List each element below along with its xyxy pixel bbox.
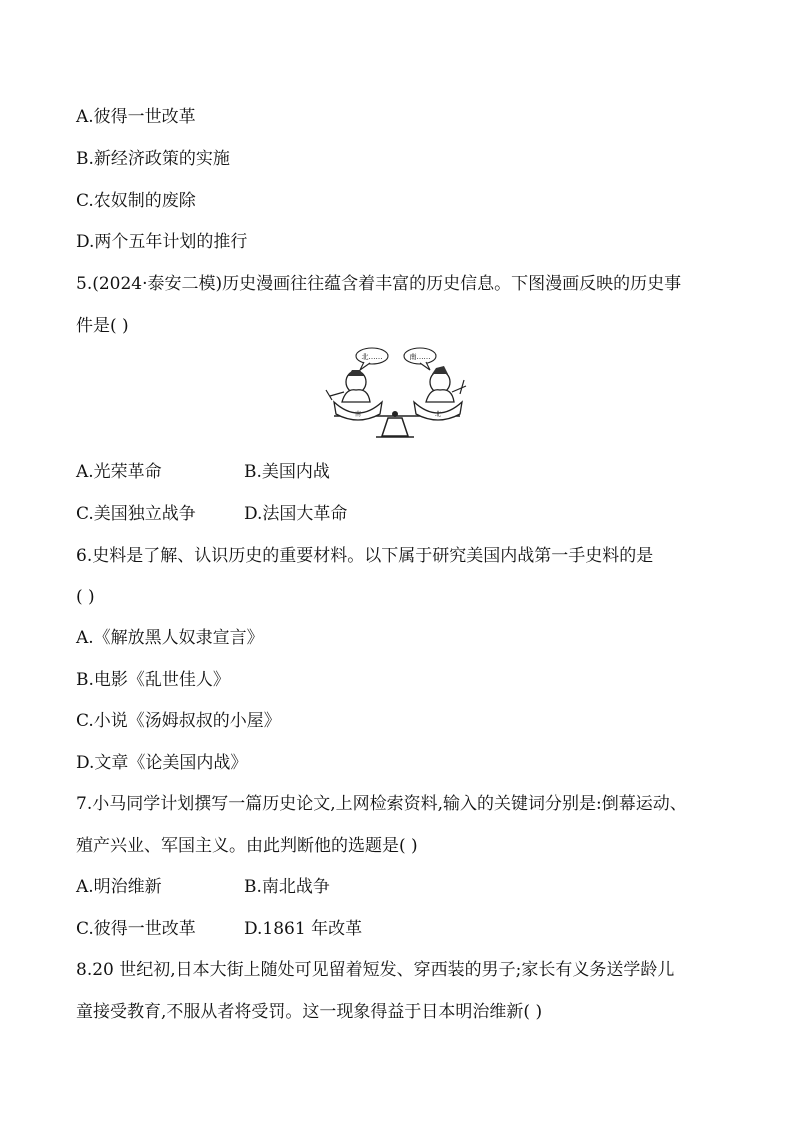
left-pan-label: 南	[354, 411, 362, 418]
q7-option-d: D.1861 年改革	[244, 919, 363, 939]
q5-option-d: D.法国大革命	[244, 504, 348, 524]
q5-stem-line1: 5.(2024·泰安二模)历史漫画往往蕴含着丰富的历史信息。下图漫画反映的历史事	[76, 274, 682, 294]
q6-stem-line1: 6.史料是了解、认识历史的重要材料。以下属于研究美国内战第一手史料的是	[76, 546, 654, 566]
q5-option-a: A.光荣革命	[76, 462, 162, 482]
q4-option-b: B.新经济政策的实施	[76, 149, 230, 169]
q6-option-c: C.小说《汤姆叔叔的小屋》	[76, 711, 281, 731]
q7-stem-line1: 7.小马同学计划撰写一篇历史论文,上网检索资料,输入的关键词分别是:倒幕运动、	[76, 794, 687, 814]
q5-stem-line2: 件是( )	[76, 316, 129, 336]
q7-stem-line2: 殖产兴业、军国主义。由此判断他的选题是( )	[76, 836, 418, 856]
q7-option-b: B.南北战争	[244, 877, 330, 897]
q6-option-a: A.《解放黑人奴隶宣言》	[76, 628, 264, 648]
left-bubble-text: 北……	[361, 353, 383, 361]
right-pan-label: 北	[434, 411, 442, 418]
q6-option-b: B.电影《乱世佳人》	[76, 670, 230, 690]
q6-stem-line2: ( )	[76, 587, 95, 607]
q8-stem-line1: 8.20 世纪初,日本大街上随处可见留着短发、穿西装的男子;家长有义务送学龄儿	[76, 960, 675, 980]
q5-option-c: C.美国独立战争	[76, 504, 196, 524]
q7-option-a: A.明治维新	[76, 877, 162, 897]
q6-option-d: D.文章《论美国内战》	[76, 753, 248, 773]
q8-stem-line2: 童接受教育,不服从者将受罚。这一现象得益于日本明治维新( )	[76, 1002, 543, 1022]
q4-option-c: C.农奴制的废除	[76, 191, 196, 211]
q7-option-c: C.彼得一世改革	[76, 919, 196, 939]
right-bubble-text: 南……	[409, 353, 431, 361]
q5-option-b: B.美国内战	[244, 462, 330, 482]
cartoon-scale-figure	[320, 346, 470, 446]
q4-option-a: A.彼得一世改革	[76, 107, 196, 127]
q4-option-d: D.两个五年计划的推行	[76, 232, 248, 252]
